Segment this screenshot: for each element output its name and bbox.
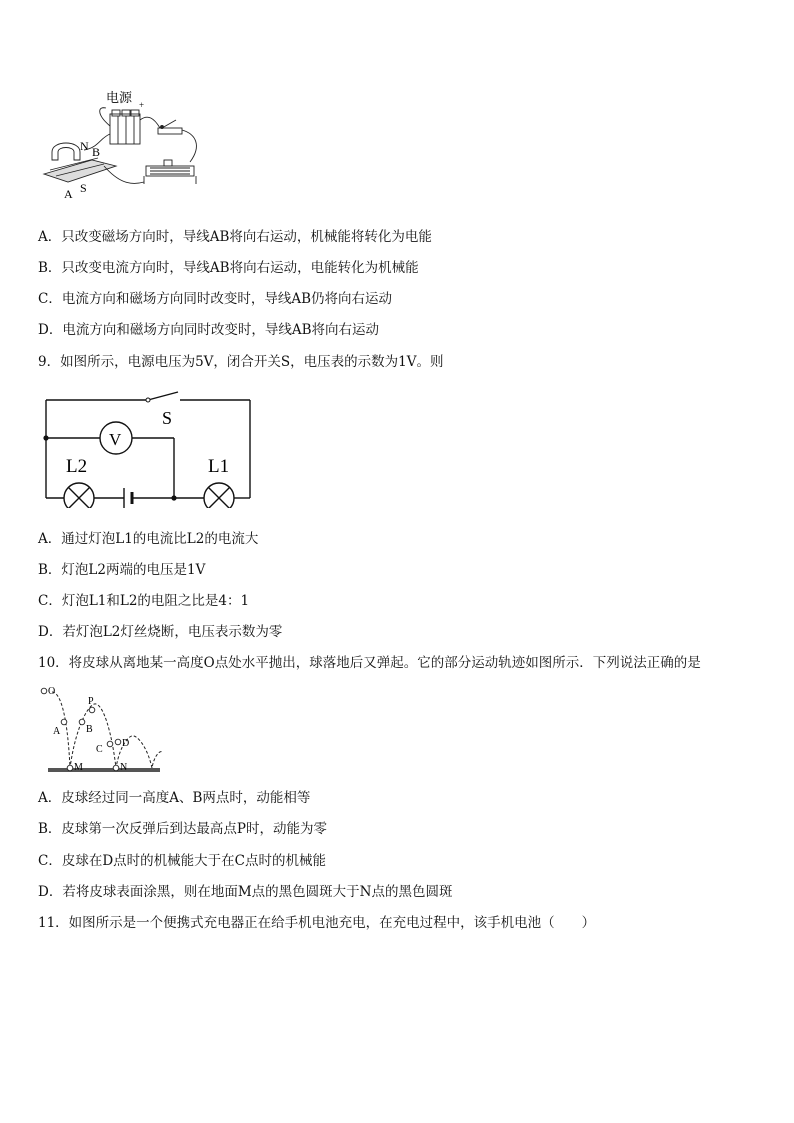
q8-option-b: B．只改变电流方向时，导线AB将向右运动，电能转化为机械能 — [38, 260, 419, 276]
label-s: S — [80, 181, 87, 195]
label-o: O — [48, 686, 56, 697]
q10-option-d: D．若将皮球表面涂黑，则在地面M点的黑色圆斑大于N点的黑色圆斑 — [38, 884, 453, 900]
rheostat-icon — [144, 160, 196, 184]
label-m: M — [74, 762, 83, 773]
minus-sign: - — [102, 102, 105, 112]
q9-stem: 9．如图所示，电源电压为5V，闭合开关S，电压表的示数为1V。则 — [38, 354, 444, 370]
lamp-l1-label: L1 — [208, 456, 230, 477]
figure-q9-circuit — [38, 384, 258, 508]
battery-pack-icon — [110, 110, 140, 144]
q9-option-c: C．灯泡L1和L2的电阻之比是4：1 — [38, 593, 250, 609]
switch-icon — [158, 120, 182, 134]
label-d: D — [122, 738, 130, 749]
plus-sign: + — [139, 100, 145, 110]
voltmeter-label: V — [109, 430, 122, 449]
q10-option-c: C．皮球在D点时的机械能大于在C点时的机械能 — [38, 853, 326, 869]
label-a: A — [53, 726, 61, 737]
switch-label: S — [162, 408, 173, 428]
q8-option-a: A．只改变磁场方向时，导线AB将向右运动，机械能将转化为电能 — [38, 229, 432, 245]
label-n: N — [80, 139, 89, 153]
label-a: A — [64, 187, 73, 201]
label-b: B — [92, 145, 101, 159]
lamp-l1-icon — [204, 483, 234, 508]
q8-option-c: C．电流方向和磁场方向同时改变时，导线AB仍将向右运动 — [38, 291, 392, 307]
power-source-label: 电源 — [106, 90, 133, 105]
q8-option-d: D．电流方向和磁场方向同时改变时，导线AB将向右运动 — [38, 322, 379, 338]
q11-stem: 11．如图所示是一个便携式充电器正在给手机电池充电，在充电过程中，该手机电池（ ） — [38, 915, 596, 931]
label-p: P — [88, 696, 94, 707]
battery-cell-icon — [124, 488, 132, 508]
q10-option-b: B．皮球第一次反弹后到达最高点P时，动能为零 — [38, 821, 328, 837]
q10-stem: 10．将皮球从离地某一高度O点处水平抛出，球落地后又弹起。它的部分运动轨迹如图所示．下列说法正确的是 — [38, 655, 701, 671]
ground — [48, 768, 160, 772]
lamp-l2-label: L2 — [66, 456, 88, 477]
lamp-l2-icon — [64, 483, 94, 508]
q9-option-b: B．灯泡L2两端的电压是1V — [38, 562, 206, 578]
q10-option-a: A．皮球经过同一高度A、B两点时，动能相等 — [38, 790, 311, 806]
label-c: C — [96, 744, 103, 755]
figure-q10-trajectory — [36, 684, 176, 776]
trajectory-path — [52, 692, 162, 768]
figure-q8-apparatus — [40, 86, 210, 206]
label-b: B — [86, 724, 93, 735]
q9-option-d: D．若灯泡L2灯丝烧断，电压表示数为零 — [38, 624, 283, 640]
voltmeter-icon — [100, 422, 132, 454]
label-n: N — [120, 762, 128, 773]
q9-option-a: A．通过灯泡L1的电流比L2的电流大 — [38, 531, 259, 547]
